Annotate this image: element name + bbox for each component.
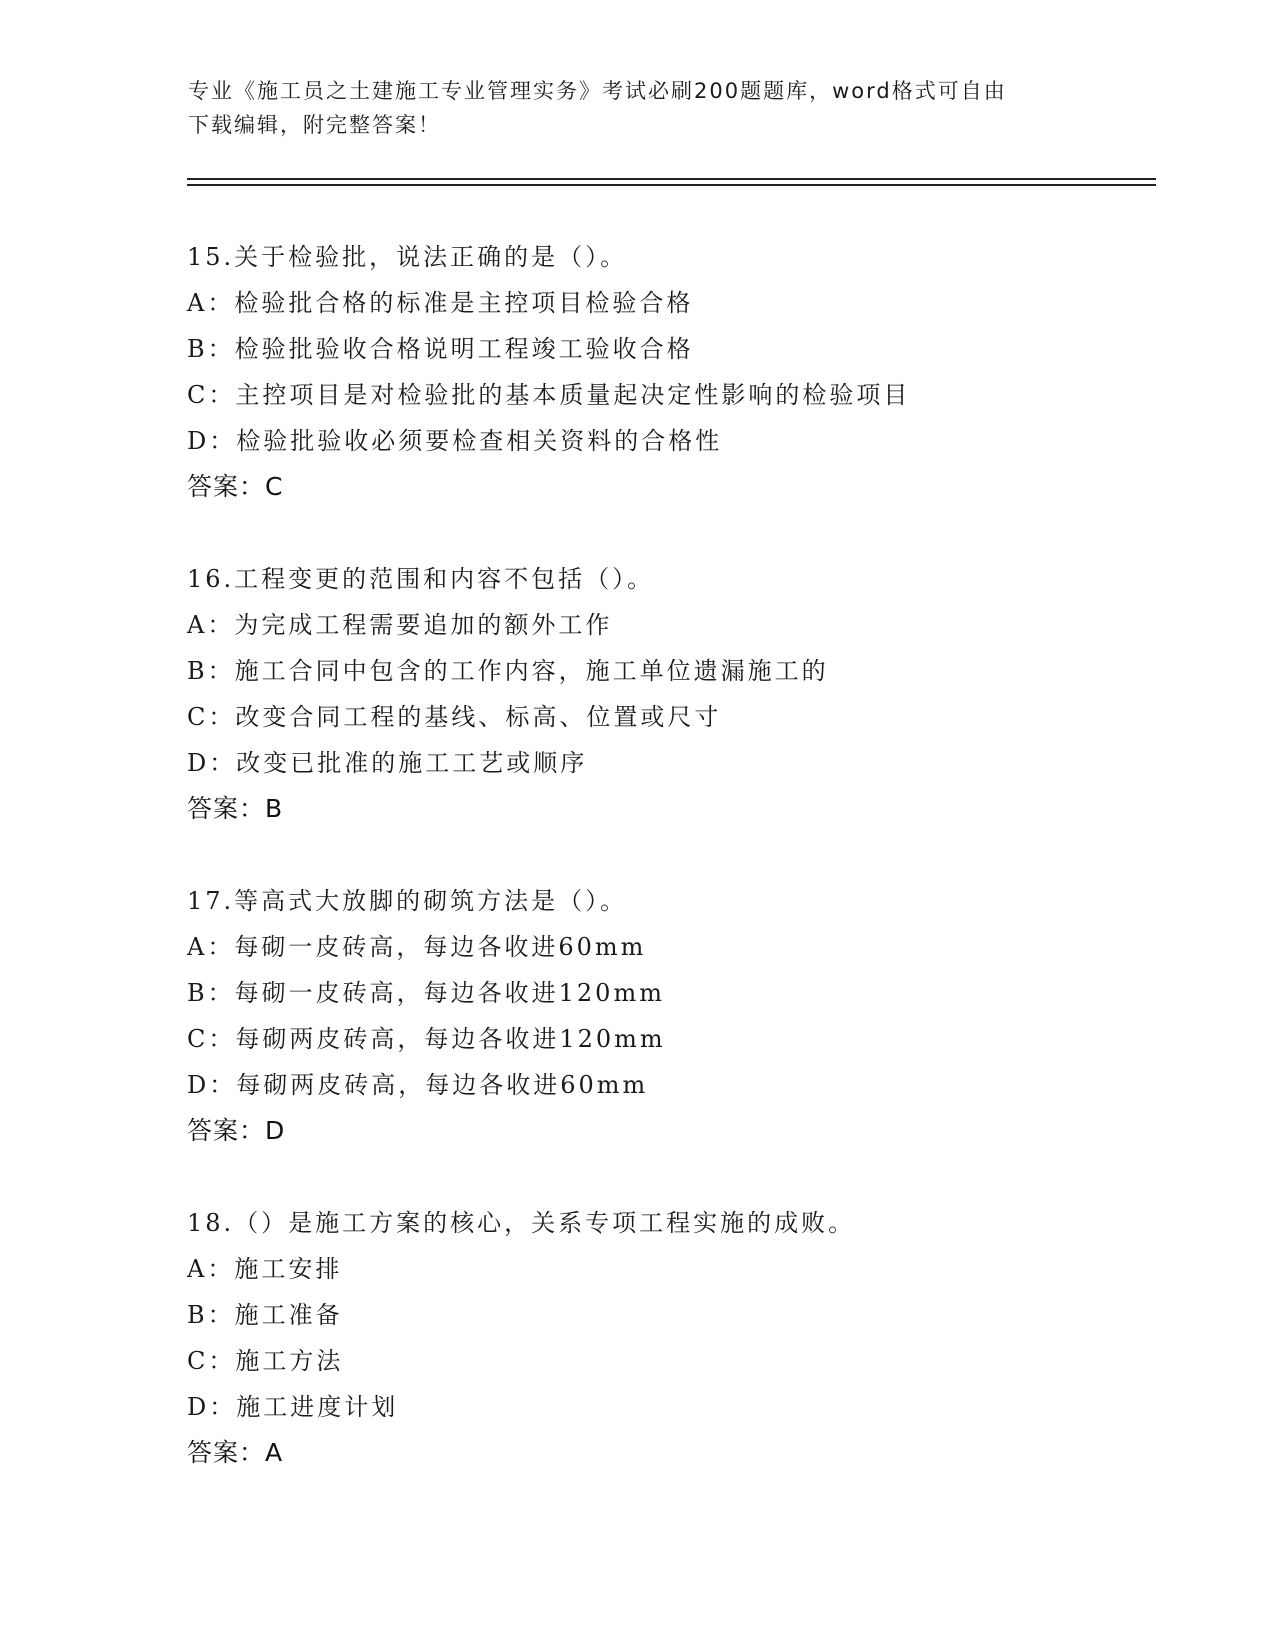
option-d: D：检验批验收必须要检查相关资料的合格性	[187, 427, 723, 455]
question-15	[187, 234, 1187, 510]
option-b: B：施工准备	[187, 1301, 343, 1329]
option-d: D：改变已批准的施工工艺或顺序	[187, 749, 588, 777]
option-c: C：每砌两皮砖高，每边各收进120mm	[187, 1025, 666, 1053]
document-header	[188, 74, 1068, 142]
option-b: B：检验批验收合格说明工程竣工验收合格	[187, 335, 694, 363]
option-b: B：每砌一皮砖高，每边各收进120mm	[187, 979, 665, 1007]
option-c: C：改变合同工程的基线、标高、位置或尺寸	[187, 703, 722, 731]
option-b: B：施工合同中包含的工作内容，施工单位遗漏施工的	[187, 657, 829, 685]
question-stem: 18.（）是施工方案的核心，关系专项工程实施的成败。	[187, 1209, 856, 1237]
option-a: A：检验批合格的标准是主控项目检验合格	[187, 289, 694, 317]
answer-line: 答案：A	[187, 1438, 284, 1467]
option-c: C：施工方法	[187, 1347, 344, 1375]
header-line-1: 专业《施工员之土建施工专业管理实务》考试必刷200题题库，word格式可自由	[188, 79, 1007, 103]
option-d: D：施工进度计划	[187, 1393, 399, 1421]
option-d: D：每砌两皮砖高，每边各收进60mm	[187, 1071, 649, 1099]
question-stem: 15.关于检验批，说法正确的是（）。	[187, 243, 628, 271]
question-stem: 16.工程变更的范围和内容不包括（）。	[187, 565, 655, 593]
option-a: A：为完成工程需要追加的额外工作	[187, 611, 613, 639]
answer-line: 答案：C	[187, 472, 284, 501]
question-17	[187, 878, 1187, 1154]
option-a: A：施工安排	[187, 1255, 343, 1283]
header-divider-top	[187, 178, 1156, 180]
question-18	[187, 1200, 1187, 1476]
question-list	[187, 234, 1187, 1522]
question-16	[187, 556, 1187, 832]
answer-line: 答案：D	[187, 1116, 286, 1145]
header-line-2: 下载编辑，附完整答案！	[188, 113, 441, 137]
answer-line: 答案：B	[187, 794, 284, 823]
option-c: C：主控项目是对检验批的基本质量起决定性影响的检验项目	[187, 381, 911, 409]
header-divider-bottom	[187, 184, 1156, 186]
option-a: A：每砌一皮砖高，每边各收进60mm	[187, 933, 647, 961]
question-stem: 17.等高式大放脚的砌筑方法是（）。	[187, 887, 628, 915]
